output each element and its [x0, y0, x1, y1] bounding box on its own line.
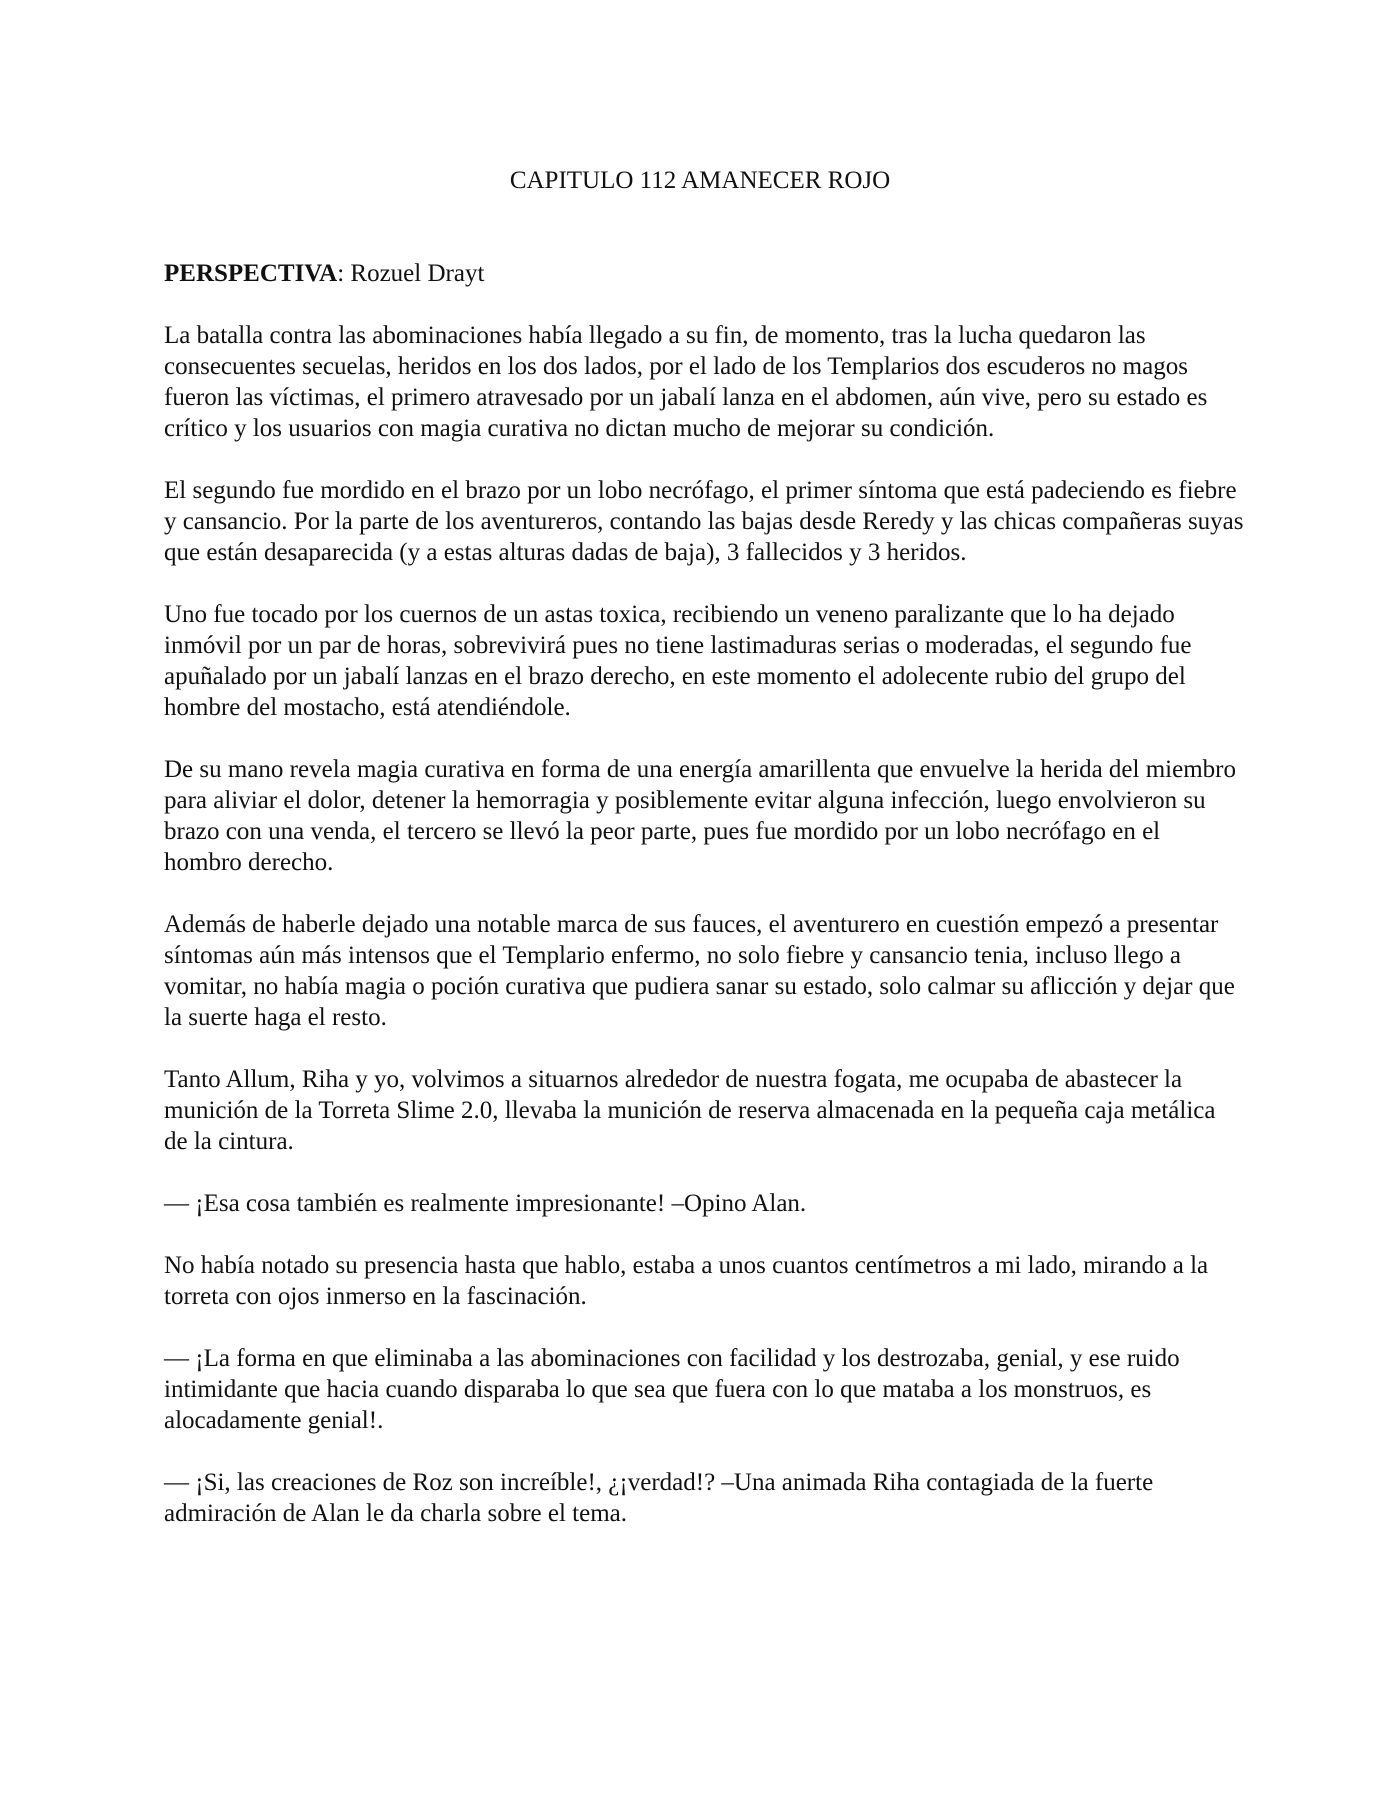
paragraph: El segundo fue mordido en el brazo por un lobo necrófago, el primer síntoma que está padeciendo es fiebre y cansancio. Por la parte de los aventureros, contando las bajas desde Reredy y las chicas compañeras suyas que están desaparecida (y a estas alturas dadas de baja), 3 fallecidos y 3 heridos. [164, 477, 1244, 566]
perspective-separator: : [337, 260, 345, 287]
paragraph: Uno fue tocado por los cuernos de un astas toxica, recibiendo un veneno paralizante que lo ha dejado inmóvil por un par de horas, sobrevivirá pues no tiene lastimaduras serias o moderadas, el segundo fue apuñalado por un jabalí lanzas en el brazo derecho, en este momento el adolecente rubio del grupo del hombre del mostacho, está atendiéndole. [164, 601, 1192, 721]
paragraph: No había notado su presencia hasta que hablo, estaba a unos cuantos centímetros a mi lado, mirando a la torreta con ojos inmerso en la fascinación. [164, 1252, 1209, 1310]
perspective-value: Rozuel Drayt [344, 260, 485, 287]
document-body [164, 258, 1244, 1560]
chapter-title: CAPITULO 112 AMANECER ROJO [509, 167, 891, 194]
paragraph: Además de haberle dejado una notable marca de sus fauces, el aventurero en cuestión empezó a presentar síntomas aún más intensos que el Templario enfermo, no solo fiebre y cansancio tenia, incluso llego a vomitar, no había magia o poción curativa que pudiera sanar su estado, solo calmar su aflicción y dejar que la suerte haga el resto. [164, 911, 1235, 1031]
perspective-label: PERSPECTIVA [164, 260, 338, 287]
paragraph: De su mano revela magia curativa en forma de una energía amarillenta que envuelve la herida del miembro para aliviar el dolor, detener la hemorragia y posiblemente evitar alguna infección, luego envolvieron su brazo con una venda, el tercero se llevó la peor parte, pues fue mordido por un lobo necrófago en el hombro derecho. [164, 756, 1236, 876]
paragraph: Tanto Allum, Riha y yo, volvimos a situarnos alrededor de nuestra fogata, me ocupaba de abastecer la munición de la Torreta Slime 2.0, llevaba la munición de reserva almacenada en la pequeña caja metálica de la cintura. [164, 1066, 1216, 1155]
dialogue-line: — ¡Esa cosa también es realmente impresionante! –Opino Alan. [164, 1190, 807, 1217]
paragraph: La batalla contra las abominaciones había llegado a su fin, de momento, tras la lucha quedaron las consecuentes secuelas, heridos en los dos lados, por el lado de los Templarios dos escuderos no magos fueron las víctimas, el primero atravesado por un jabalí lanza en el abdomen, aún vive, pero su estado es crítico y los usuarios con magia curativa no dictan mucho de mejorar su condición. [164, 322, 1208, 442]
perspective-line [164, 258, 1244, 289]
dialogue-line: — ¡La forma en que eliminaba a las abominaciones con facilidad y los destrozaba, genial, y ese ruido intimidante que hacia cuando disparaba lo que sea que fuera con lo que mataba a los monstruos, es alocadamente genial!. [164, 1345, 1180, 1434]
dialogue-line: — ¡Si, las creaciones de Roz son increíble!, ¿¡verdad!? –Una animada Riha contagiada de la fuerte admiración de Alan le da charla sobre el tema. [164, 1469, 1154, 1527]
